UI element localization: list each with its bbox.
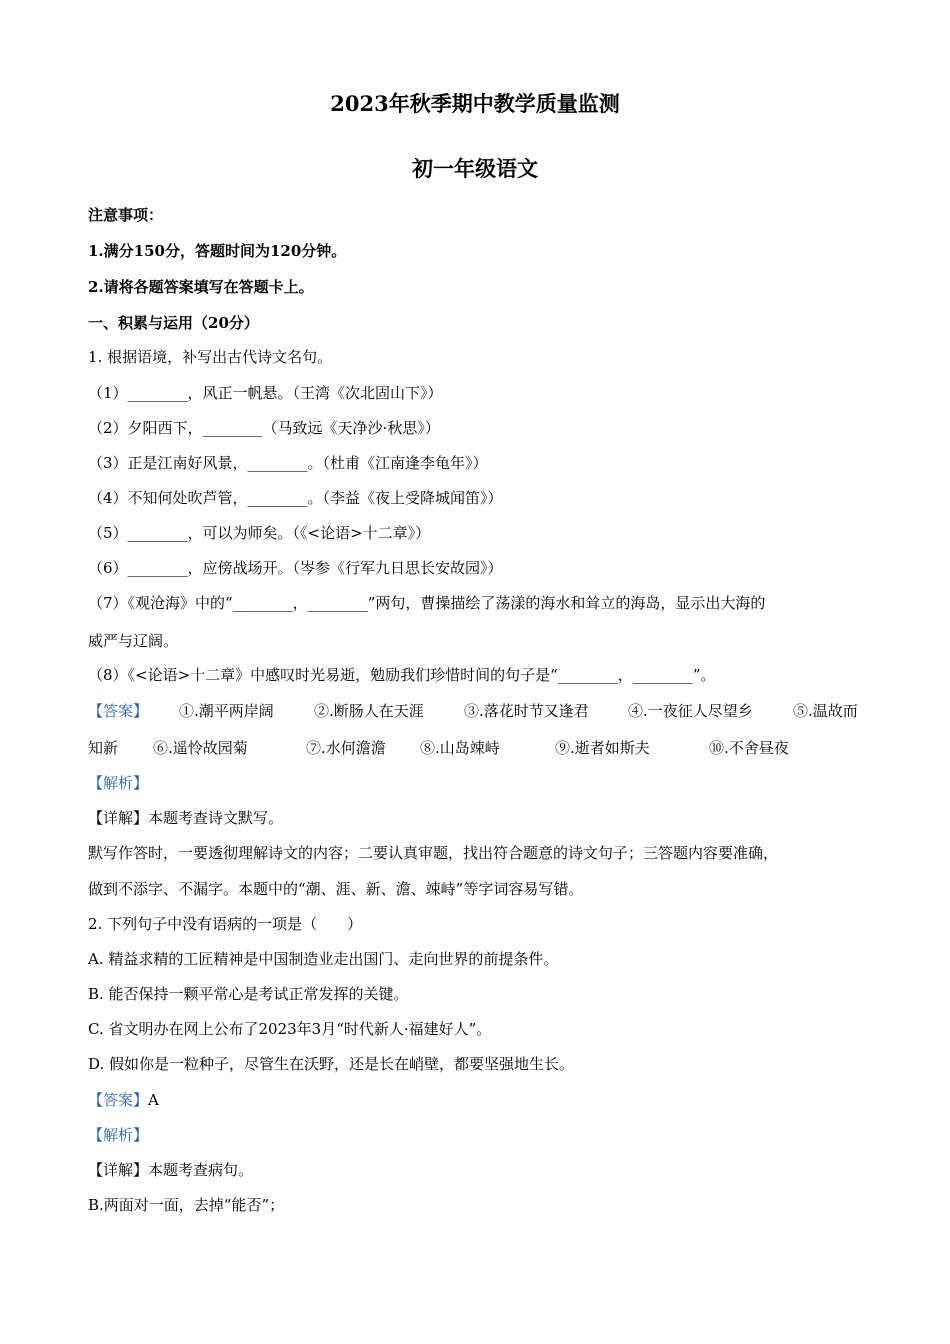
answer-item: 知新 — [88, 739, 119, 757]
question-1-answer — [88, 701, 858, 721]
question-1-item: （4）不知何处吹芦管，________。（李益《夜上受降城闻笛》） — [88, 489, 503, 507]
question-1-answer-continued — [88, 738, 789, 758]
analysis-label: 【解析】 — [88, 774, 149, 792]
question-1-item: （8）《<论语>十二章》中感叹时光易逝，勉励我们珍惜时间的句子是“________，________”。 — [88, 666, 716, 684]
detail-line — [88, 808, 283, 828]
answer-value: A — [148, 1091, 159, 1109]
question-1-item: （1）________，风正一帆悬。（王湾《次北固山下》） — [88, 384, 443, 402]
detail-text: 本题考查病句。 — [148, 1161, 254, 1179]
question-2-option-b: B. 能否保持一颗平常心是考试正常发挥的关键。 — [88, 985, 409, 1003]
answer-item: ⑩.不舍昼夜 — [709, 739, 789, 757]
page-title: 2023年秋季期中教学质量监测 — [330, 91, 620, 116]
section-heading: 一、积累与运用（20分） — [88, 314, 259, 332]
page-subtitle: 初一年级语文 — [412, 156, 538, 181]
explanation-text: 默写作答时，一要透彻理解诗文的内容；二要认真审题，找出符合题意的诗文句子；三答题内容要准确， — [88, 844, 779, 862]
notice-item-1: 1.满分150分，答题时间为120分钟。 — [88, 242, 347, 260]
question-1-item: （2）夕阳西下，________（马致远《天净沙·秋思》） — [88, 419, 440, 437]
notice-item-2: 2.请将各题答案填写在答题卡上。 — [88, 278, 314, 296]
detail-line — [88, 1160, 253, 1180]
answer-item: ⑧.山岛竦峙 — [420, 739, 500, 757]
question-1-item: （5）________，可以为师矣。（《<论语>十二章》） — [88, 524, 431, 542]
answer-item: ③.落花时节又逢君 — [464, 702, 589, 720]
question-2-option-a: A. 精益求精的工匠精神是中国制造业走出国门、走向世界的前提条件。 — [88, 950, 559, 968]
answer-item: ①.潮平两岸阔 — [179, 702, 274, 720]
answer-item: ⑨.逝者如斯夫 — [555, 739, 650, 757]
detail-text: 本题考查诗文默写。 — [148, 809, 284, 827]
answer-item: ⑦.水何澹澹 — [306, 739, 386, 757]
explanation-text: B.两面对一面，去掉“能否”； — [88, 1196, 285, 1214]
detail-label: 【详解】 — [88, 809, 149, 827]
question-1-item-continued: 威严与辽阔。 — [88, 632, 179, 650]
question-2-answer — [88, 1090, 159, 1110]
question-1-item: （3）正是江南好风景，________。（杜甫《江南逢李龟年》） — [88, 454, 488, 472]
question-1-item: （6）________，应傍战场开。（岑参《行军九日思长安故园》） — [88, 559, 503, 577]
question-1-stem: 1. 根据语境，补写出古代诗文名句。 — [88, 348, 333, 366]
notice-heading: 注意事项： — [88, 206, 164, 224]
analysis-label: 【解析】 — [88, 1126, 149, 1144]
answer-label: 【答案】 — [88, 1091, 149, 1109]
question-2-option-c: C. 省文明办在网上公布了2023年3月“时代新人·福建好人”。 — [88, 1020, 492, 1038]
answer-label: 【答案】 — [88, 702, 149, 720]
question-2-stem: 2. 下列句子中没有语病的一项是（ ） — [88, 915, 363, 933]
question-1-item: （7）《观沧海》中的“________，________”两句，曹操描绘了荡漾的海水和耸立的海岛，显示出大海的 — [88, 594, 766, 612]
answer-item: ⑥.遥怜故园菊 — [153, 739, 248, 757]
question-2-option-d: D. 假如你是一粒种子，尽管生在沃野，还是长在峭壁，都要坚强地生长。 — [88, 1055, 575, 1073]
detail-label: 【详解】 — [88, 1161, 149, 1179]
explanation-text: 做到不添字、不漏字。本题中的“潮、涯、新、澹、竦峙”等字词容易写错。 — [88, 880, 584, 898]
answer-item: ④.一夜征人尽望乡 — [628, 702, 753, 720]
answer-item: ②.断肠人在天涯 — [314, 702, 424, 720]
answer-item: ⑤.温故而 — [793, 702, 858, 720]
